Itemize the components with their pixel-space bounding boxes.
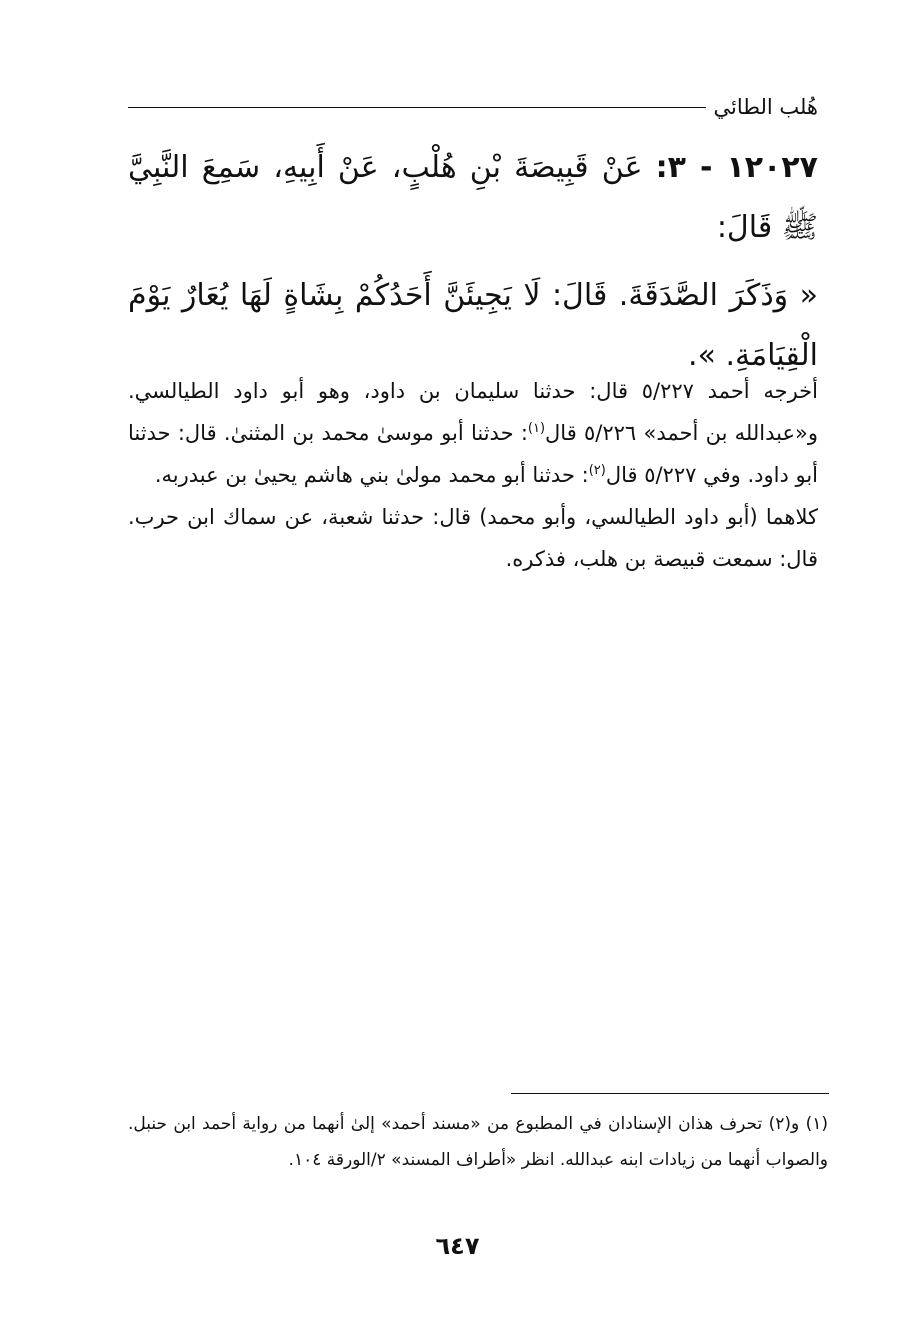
hadith-isnad-line xyxy=(128,138,818,258)
hadith-isnad: عَنْ قَبِيصَةَ بْنِ هُلْبٍ، عَنْ أَبِيهِ، سَمِعَ النَّبِيَّ ﷺ قَالَ: xyxy=(128,150,818,245)
commentary-p1-part-a: أخرجه أحمد ٥/٢٢٧ قال: حدثنا سليمان بن داود، وهو أبو داود الطيالسي. و«عبدالله بن أحمد» ٥/٢٢٦ قال xyxy=(128,379,818,445)
header-rule xyxy=(128,107,706,108)
takhrij-commentary xyxy=(128,370,818,580)
footnote-text: تحرف هذان الإسنادان في المطبوع من «مسند أحمد» إلىٰ أنهما من رواية أحمد ابن حنبل. والصواب أنهما من زيادات ابنه عبدالله. انظر «أطراف المسند» ٢/الورقة ١٠٤. xyxy=(128,1114,828,1170)
page-number: ٦٤٧ xyxy=(435,1232,480,1260)
hadith-number: ١٢٠٢٧ - ٣: xyxy=(655,150,818,185)
commentary-paragraph-2: كلاهما (أبو داود الطيالسي، وأبو محمد) قال: حدثنا شعبة، عن سماك ابن حرب. قال: سمعت قبيصة بن هلب، فذكره. xyxy=(128,505,818,571)
footnote-ref-1[interactable]: (١) xyxy=(527,421,546,436)
footnotes xyxy=(128,1106,828,1178)
header-title: هُلب الطائي xyxy=(713,95,818,119)
running-header xyxy=(128,92,818,126)
commentary-p1-part-b: : حدثنا أبو موسىٰ محمد بن المثنىٰ. قال: حدثنا أبو داود. وفي ٥/٢٢٧ قال xyxy=(128,421,818,487)
footnote-separator xyxy=(511,1093,829,1094)
commentary-p1-part-c: : حدثنا أبو محمد مولىٰ بني هاشم يحيىٰ بن عبدربه. xyxy=(154,463,589,487)
footnote-1 xyxy=(128,1106,828,1178)
footnote-ref-2[interactable]: (٢) xyxy=(588,463,606,478)
hadith-text xyxy=(128,138,818,386)
commentary-paragraph-1 xyxy=(128,370,818,496)
hadith-matn: « وَذَكَرَ الصَّدَقَةَ. قَالَ: لَا يَجِيئَنَّ أَحَدُكُمْ بِشَاةٍ لَهَا يُعَارٌ يَوْمَ الْقِيَامَةِ. ». xyxy=(128,278,818,373)
footnote-marker: (١) و(٢) xyxy=(768,1114,828,1134)
